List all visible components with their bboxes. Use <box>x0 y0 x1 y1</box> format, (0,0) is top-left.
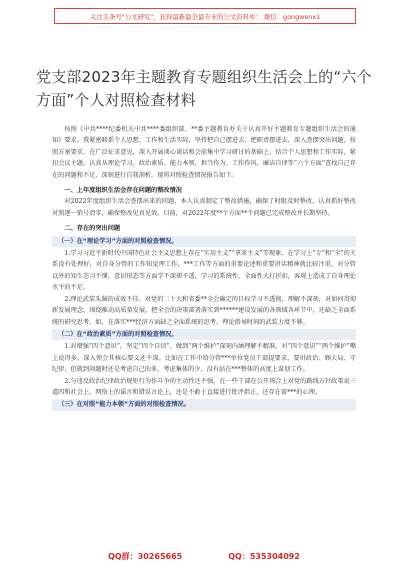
qq-text: QQ：535304092 <box>228 552 300 561</box>
document-title: 党支部2023年主题教育专题组织生活会上的“六个方面”个人对照检查材料 <box>36 68 372 109</box>
politics-paragraph-2: 2.与违反政治纪律政治规矩行为作斗争的主动性还不强。在一些干部在公开场合上对党的路线方针政策说三道四和社会上、网络上的谣言和错误言论上，还是不敢于直接进行批评指正，还存在着***的心理。 <box>52 377 356 396</box>
section-heading-1: 一、上年度组织生活会存在问题的整改情况 <box>64 187 182 195</box>
footer-contacts <box>0 551 408 565</box>
theory-paragraph-2: 2.理论武装头脑的成效不佳。对党的二十大和省委**全会确定的目标学习不透彻，理解不深刻，对如何贯彻新发展理念，围绕推动高质量发展，把全会的决策部署落实到******建设发展的各领域各环节中，还缺乏全面系统的研究思考。如，在落实***经济方面缺乏全面系统的思考，理论指导时间的武装力度不够。 <box>52 295 356 326</box>
section-heading-2: 二、存在的突出问题 <box>64 225 121 233</box>
subsection-heading-theory: （一）在“理论学习”方面的对照检查情况。 <box>52 236 356 247</box>
subsection-heading-ability: （三）在对照“能力本领”方面的对照检查情况。 <box>52 399 356 410</box>
theory-paragraph-1: 1.学习习近平新时代中国特色社会主义思想上存在“实用主义”“拿来主义”等现象。在学习上“专”和“全”的关系没有处理好，对自身分管的工作知觉理工作，***工作等方面的重要论述和重要讲话精神就比较注重，对分管以外的知生态习不懂，意识形态等方面学不深研不透，学习的系统性、全面性大打折扣，客观上造成了自身理论水平的不足。 <box>52 250 356 292</box>
header-banner: 关注头条号"公文研究"，获得最新最全最专业的公文资料库！ 微信：gongwenx1 <box>54 8 356 24</box>
politics-paragraph-1: 1.对增强“四个意识”，坚定“四个自信”，做到“两个维护”深刻内涵理解不精准。对“四个意识”“两个维护”嘴上说得多，深入领会其核心要义还不深。比如在工作中给分管***单位党员干部提要求，要讲政治、顾大局、守纪律，但就到问题时还是考虑自己的多，考虑集体的少，没有站在***整体的高度上谋划工作。 <box>52 343 356 374</box>
section1-paragraph: 对2022年度组织生活会查摆出来的问题，本人认真制定了整改措施，确保了时限及时整改，认真抓好整改对照逐一销号清零，确保整改见真见效。目前，对2022年度**个方面**个问题已完成整改并长期坚持。 <box>52 198 356 217</box>
qq-group-text: QQ群：30265665 <box>108 552 183 561</box>
document-body <box>52 124 356 412</box>
intro-paragraph: 按照《中共****纪委机关中共****委组织部、**委主题教育办关于认真开好主题教育专题组织生活会的通知》要求，我紧密联系个人思想、工作和生活实际，坚持把自己摆进去，把职责摆进去，深入查摆突出问题，按照方案要求，在广泛征求意见，深入开展谈心谈话和会前集中学习研讨的基础上，结合个人思想和工作实际，紧扣会议主题，认真从理论学习、政治素质、能力本领、担当作为、工作作风、廉洁自律等“六个方面”查找自己存在的问题和不足，深刻进行自我剖析。现将对照检查情况报告如下。 <box>52 126 356 179</box>
subsection-heading-politics: （二）在“政治素质”方面的对照检查情况。 <box>52 329 356 340</box>
